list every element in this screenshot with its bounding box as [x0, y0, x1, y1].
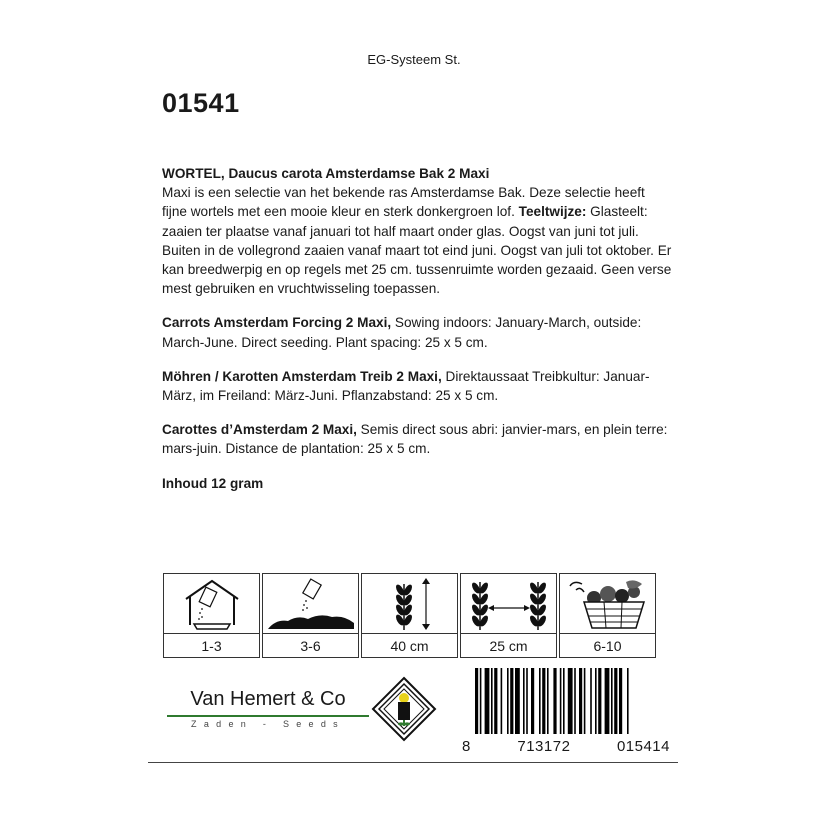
icon-caption: 40 cm	[390, 637, 429, 654]
barcode-bar	[475, 668, 478, 734]
barcode-bar	[480, 668, 482, 734]
barcode-bar	[579, 668, 582, 734]
barcode-bar	[598, 668, 601, 734]
icon-cell-harvest	[559, 573, 656, 658]
contents-paragraph	[162, 474, 672, 493]
plant-spacing-icon	[466, 576, 552, 632]
barcode-bar	[627, 668, 629, 734]
german-text: Direktaussaat Treibkultur: Januar-März, im Freiland: März-Juni. Pflanzabstand: 25 x 5 cm.	[162, 368, 650, 404]
barcode-bar	[542, 668, 545, 734]
barcode-bar	[523, 668, 525, 734]
article-number: 01541	[162, 88, 240, 118]
dutch-title: WORTEL, Daucus carota Amsterdamse Bak 2 Maxi	[162, 166, 490, 181]
barcode-bar	[563, 668, 565, 734]
dutch-text-2: Glasteelt: zaaien ter plaatse vanaf januari tot half maart onder glas. Oogst van juni tot juli. Buiten in de vollegrond zaaien vanaf maart tot eind juni. Oogst van juli tot oktober. Er kan breedwerpig en op regels met 25 cm. tussenruimte worden gezaaid. Geen verse mest gebruiken en vruchtwisseling toepassen.	[162, 204, 672, 297]
icon-caption: 6-10	[593, 637, 622, 654]
certification-label: EG-Systeem St.	[367, 52, 461, 67]
dutch-text-1: Maxi is een selectie van het bekende ras Amsterdamse Bak. Deze selectie heeft fijne wortels met een mooie kleur en sterk donkergroen lof.	[162, 185, 645, 220]
icon-caption: 3-6	[300, 637, 321, 654]
english-paragraph	[162, 313, 672, 351]
teeltwijze-label: Teeltwijze:	[518, 204, 587, 220]
barcode-bar	[595, 668, 597, 734]
harvest-basket-icon	[564, 576, 652, 632]
icon-cell-spacing	[460, 573, 557, 658]
german-paragraph	[162, 367, 672, 405]
barcode-digits-right: 015414	[616, 738, 670, 755]
icon-cell-outdoor	[262, 573, 359, 658]
contents-label: Inhoud 12 gram	[162, 475, 264, 491]
german-title: Möhren / Karotten Amsterdam Treib 2 Maxi,	[162, 368, 442, 384]
barcode-bar	[574, 668, 576, 734]
sowing-icon-strip	[163, 573, 656, 658]
barcode-bar	[614, 668, 617, 734]
english-title: Carrots Amsterdam Forcing 2 Maxi,	[162, 315, 392, 331]
icon-cell-height	[361, 573, 458, 658]
barcode-bar	[491, 668, 493, 734]
french-paragraph	[162, 420, 672, 458]
barcode-bar	[526, 668, 528, 734]
barcode-bar	[553, 668, 556, 734]
barcode-bar	[494, 668, 497, 734]
french-text: Semis direct sous abri: janvier-mars, en plein terre: mars-juin. Distance de plantation: 25 x 5 cm.	[162, 422, 668, 457]
french-title: Carottes d’Amsterdam 2 Maxi,	[162, 422, 357, 438]
icon-caption: 1-3	[201, 637, 222, 654]
barcode-bar	[515, 668, 520, 734]
barcode-bar	[485, 668, 490, 734]
barcode-bar	[547, 668, 549, 734]
brand-tagline: Zaden - Seeds	[191, 718, 345, 729]
barcode-bar	[605, 668, 610, 734]
barcode-bar	[539, 668, 541, 734]
plant-height-icon	[370, 576, 450, 632]
greenhouse-sowing-icon	[172, 577, 252, 631]
barcode-bar	[507, 668, 509, 734]
barcode-bar	[619, 668, 622, 734]
barcode-digit-prefix: 8	[462, 738, 471, 755]
barcode	[473, 668, 669, 736]
barcode-number	[462, 738, 670, 755]
outdoor-sowing-icon	[266, 577, 356, 631]
barcode-bar	[584, 668, 586, 734]
description-block	[162, 164, 672, 508]
barcode-bar	[560, 668, 562, 734]
dutch-paragraph	[162, 164, 672, 298]
barcode-bar	[590, 668, 592, 734]
barcode-bar	[568, 668, 573, 734]
barcode-digits-left: 713172	[517, 738, 571, 755]
barcode-bar	[501, 668, 503, 734]
english-text: Sowing indoors: January-March, outside: March-June. Direct seeding. Plant spacing: 25 x 5 cm.	[162, 315, 642, 350]
icon-cell-indoor	[163, 573, 260, 658]
icon-caption: 25 cm	[489, 637, 528, 654]
barcode-bar	[531, 668, 534, 734]
brand-name: Van Hemert & Co	[190, 688, 346, 710]
company-logo	[371, 676, 437, 742]
barcode-bar	[611, 668, 613, 734]
brand-underline	[167, 715, 369, 717]
bottom-divider	[148, 762, 678, 763]
brand-block	[163, 684, 373, 729]
barcode-bar	[510, 668, 513, 734]
